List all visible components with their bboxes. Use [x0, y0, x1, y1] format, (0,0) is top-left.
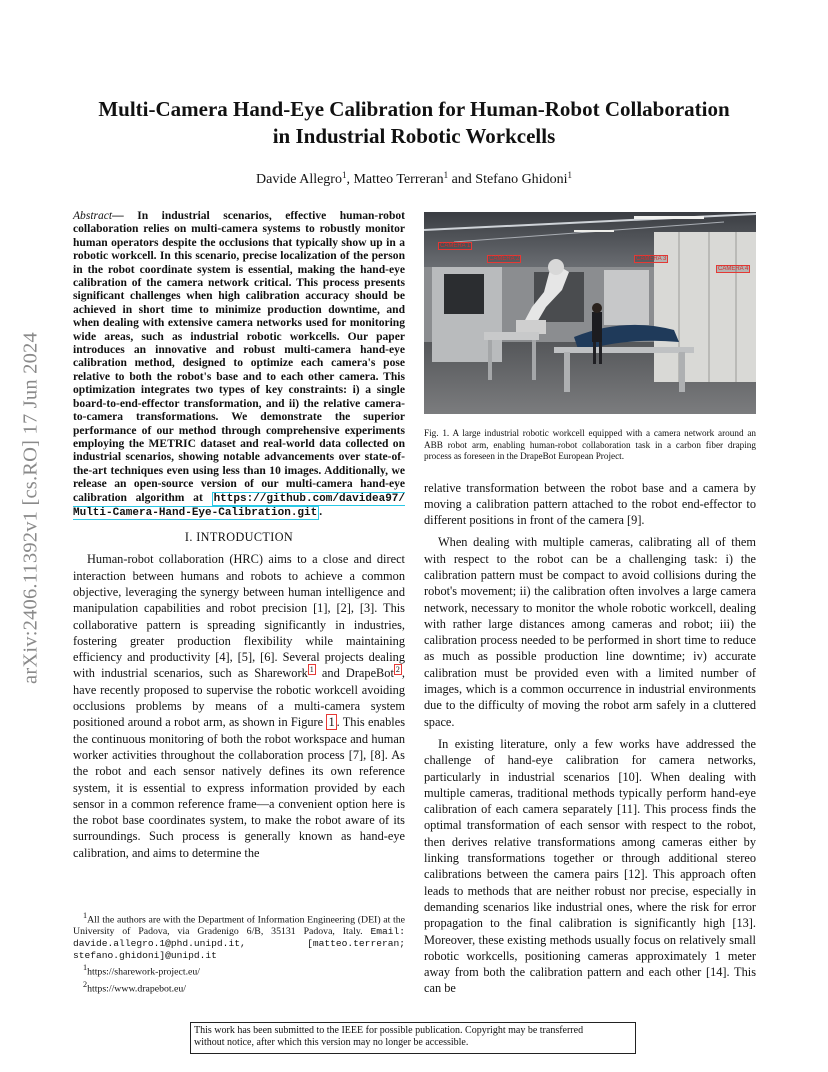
- paragraph-text: and DrapeBot: [315, 666, 394, 681]
- affiliation-text: All the authors are with the Department of Information Engineering (DEI) at the University of Padova, via Gradenigo 6/B, 35131 Padova, Italy.: [73, 914, 405, 938]
- author-separator: and: [448, 172, 476, 187]
- footnote-mark: 1: [83, 911, 88, 920]
- right-column: [424, 212, 756, 997]
- author-affiliation-mark: 1: [567, 170, 572, 180]
- footnote-mark: 2: [83, 979, 88, 989]
- footnote-1: [73, 962, 405, 978]
- author-list: [60, 172, 768, 188]
- author-affiliation-mark: 1: [443, 170, 449, 180]
- paragraph-text: , have recently proposed to supervise the robotic workcell avoiding occlusions problems by means of a multi-camera system positioned around a robot arm, as shown in Figure: [73, 666, 405, 730]
- notice-line-1: This work has been submitted to the IEEE for possible publication. Copyright may be transferred: [194, 1025, 584, 1036]
- paragraph-text: Human-robot collaboration (HRC) aims to a close and direct interaction between humans and robots to achieve a common objective, leveraging the synergy between human intelligence and manipulation capabilities and robot precision [1], [2], [3]. This collaborative pattern is spreading significantly in industries, fostering greater production flexibility while maintaining efficiency and productivity [4], [5], [6]. Several projects dealing with industrial scenarios, such as Sharework: [73, 552, 405, 681]
- arxiv-stamp-text: arXiv:2406.11392v1 [cs.RO] 17 Jun 2024: [19, 332, 42, 684]
- paragraph: [73, 551, 405, 861]
- author-separator: ,: [346, 172, 354, 187]
- left-column: [73, 210, 405, 861]
- author-name: Matteo Terreran: [353, 172, 444, 187]
- paper-title: [60, 96, 768, 150]
- camera-label: CAMERA 3: [636, 256, 667, 262]
- author-name: Stefano Ghidoni: [475, 172, 568, 187]
- paragraph: When dealing with multiple cameras, calibrating all of them with respect to the robot can be a challenging task: i) the calibration pattern must be compact to avoid collisions during the robot's movement; ii) the calibration often involves a large camera network, necessary to monitor the whole robotic workcell, dealing with rather large distances among cameras and robot; iii) the calibration process needed to be performed in short time to reduce as much as possible production line downtime; iv) accurate calibration must be provided even with a limited number of images, which is a common occurrence in industrial environments due to the difficulty of moving the robot arm safely in a cluttered space.: [424, 535, 756, 729]
- figure-caption: Fig. 1. A large industrial robotic workcell equipped with a camera network around an ABB robot arm, enabling human-robot collaboration task in a carbon fiber draping process as foreseen in the DrapeBot European Project.: [424, 428, 756, 461]
- footnote-link-2[interactable]: 2: [395, 665, 400, 675]
- workcell-photo: [424, 212, 756, 414]
- notice-line-2: without notice, after which this version may no longer be accessible.: [194, 1037, 469, 1049]
- paragraph: In existing literature, only a few works have addressed the challenge of hand-eye calibration for camera networks, particularly in industrial scenarios [10]. When dealing with multiple cameras, traditional methods typically perform hand-eye calibration of each camera separately [11]. This process finds the optimal transformation of each sensor with respect to the robot, then derives relative transformations among cameras either by linking transformations together or through additional stereo calibrations between the camera pairs [12]. This approach often leads to methods that are neither robust nor precise, especially in demanding scenarios like industrial ones, where the risk for error propagation to the final calibration is significantly high [13]. Moreover, these existing methods usually focus on relatively small robotic workcells, positioning cameras approximately 1 meter away from both the calibration pattern and each other [14]. This can be: [424, 736, 756, 996]
- arxiv-stamp: [14, 288, 48, 728]
- footnotes: [73, 910, 405, 995]
- section-heading-introduction: I. INTRODUCTION: [184, 530, 294, 545]
- camera-label: CAMERA 2: [489, 256, 520, 262]
- affiliation-footnote: [73, 910, 405, 962]
- code-repository-link[interactable]: https://github.com/davidea97/ Multi-Camera-Hand-Eye-Calibration.git: [73, 492, 405, 519]
- author-name: Davide Allegro: [256, 172, 342, 187]
- title-line-1: Multi-Camera Hand-Eye Calibration for Human-Robot Collaboration: [98, 97, 730, 121]
- right-body: [424, 480, 756, 997]
- abstract: [73, 210, 405, 520]
- title-line-2: in Industrial Robotic Workcells: [272, 124, 556, 148]
- paragraph-text: . This enables the continuous monitoring of both the robot workspace and human worker activities throughout the collaboration process [7], [8]. As the robot and each sensor natively defines its own reference system, it is essential to express information provided by each sensor in a common reference frame—a convenient option here is the robot base coordinates system, to make the robot aware of its surroundings. Such process is generally known as hand-eye calibration, and aims to determine the: [73, 715, 406, 860]
- author-affiliation-mark: 1: [341, 170, 347, 180]
- abstract-end: .: [319, 505, 323, 518]
- figure-link[interactable]: 1: [328, 715, 335, 730]
- ieee-submission-notice: [190, 1022, 636, 1054]
- footnote-mark: 1: [83, 963, 88, 973]
- introduction-body: [73, 551, 405, 861]
- abstract-dash: —: [112, 210, 138, 222]
- abstract-label: Abstract: [73, 210, 113, 222]
- abstract-text: In industrial scenarios, effective human-robot collaboration relies on multi-camera systems to robustly monitor human operators despite the occlusions that typically show up in a robotic workcell. In this scenario, precise localization of the person in the robot coordinate system is essential, making the hand-eye calibration of the camera network critical. This process presents significant challenges when high calibration accuracy should be achieved in short time to minimize production downtime, and when dealing with extensive camera networks used for monitoring wide areas, such as industrial robotic workcells. Our paper introduces an innovative and robust multi-camera hand-eye calibration method, designed to optimize each camera's pose relative to both the robot's base and to each other camera. This optimization integrates two types of key constraints: i) a single board-to-end-effector transformation, and ii) the relative camera-to-camera transformations. We demonstrate the superior performance of our method through comprehensive experiments employing the METRIC dataset and real-world data collected on industrial scenarios, showing notable advancements over state-of-the-art techniques even using less than 10 images. Additionally, we release an open-source version of our multi-camera hand-eye calibration algorithm at: [73, 210, 405, 504]
- camera-label: CAMERA 4: [718, 266, 749, 272]
- figure-workcell-photo: [424, 212, 756, 414]
- camera-label: CAMERA 1: [440, 243, 471, 249]
- paragraph: relative transformation between the robot base and a camera by moving a calibration pattern attached to the robot end-effector to different positions in front of the camera [9].: [424, 480, 756, 528]
- footnote-2: [73, 979, 405, 995]
- footnote-link-1[interactable]: 1: [309, 665, 314, 675]
- author-emails: Email: davide.allegro.1@phd.unipd.it, [matteo.terreran; stefano.ghidoni]@unipd.it: [73, 926, 405, 962]
- footnote-url[interactable]: https://sharework-project.eu/: [87, 966, 200, 978]
- footnote-url[interactable]: https://www.drapebot.eu/: [87, 982, 187, 994]
